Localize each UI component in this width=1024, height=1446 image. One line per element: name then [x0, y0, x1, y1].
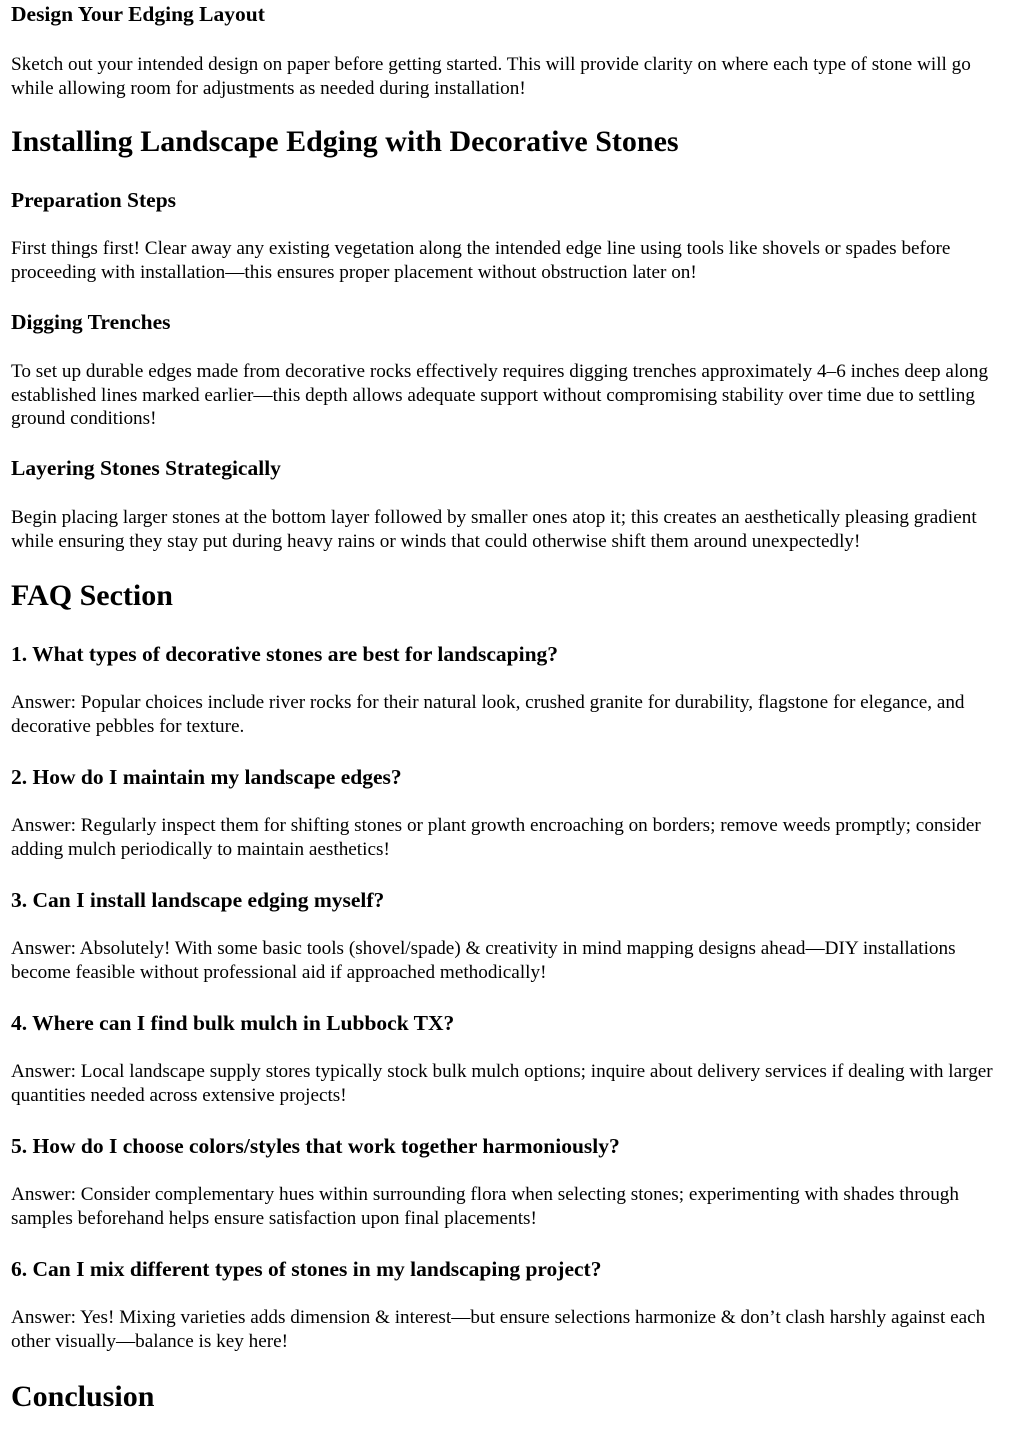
- faq-question-4: 4. Where can I find bulk mulch in Lubbock TX?: [11, 1011, 455, 1035]
- faq-answer-4: Answer: Local landscape supply stores typically stock bulk mulch options; inquire about delivery services if dealing with larger quantities needed across extensive projects!: [11, 1061, 993, 1106]
- installing-heading: Installing Landscape Edging with Decorative Stones: [11, 125, 679, 158]
- faq-question-6: 6. Can I mix different types of stones in my landscaping project?: [11, 1257, 602, 1281]
- faq-heading: FAQ Section: [11, 579, 173, 612]
- layering-paragraph: Begin placing larger stones at the bottom layer followed by smaller ones atop it; this creates an aesthetically pleasing gradient while ensuring they stay put during heavy rains or winds that could otherwise shift them around unexpectedly!: [11, 507, 977, 552]
- design-heading: Design Your Edging Layout: [11, 2, 265, 26]
- digging-heading: Digging Trenches: [11, 310, 171, 334]
- preparation-heading: Preparation Steps: [11, 188, 177, 212]
- faq-question-3: 3. Can I install landscape edging myself?: [11, 888, 385, 912]
- faq-answer-5: Answer: Consider complementary hues within surrounding flora when selecting stones; experimenting with shades through samples beforehand helps ensure satisfaction upon final placements!: [11, 1184, 959, 1229]
- faq-question-1: 1. What types of decorative stones are best for landscaping?: [11, 642, 559, 666]
- digging-paragraph: To set up durable edges made from decorative rocks effectively requires digging trenches approximately 4–6 inches deep along established lines marked earlier—this depth allows adequate support without compromising stability over time due to settling ground conditions!: [11, 361, 989, 429]
- faq-question-2: 2. How do I maintain my landscape edges?: [11, 765, 402, 789]
- faq-answer-6: Answer: Yes! Mixing varieties adds dimension & interest—but ensure selections harmonize & don’t clash harshly against each other visually—balance is key here!: [11, 1307, 986, 1352]
- preparation-paragraph: First things first! Clear away any existing vegetation along the intended edge line using tools like shovels or spades before proceeding with installation—this ensures proper placement without obstruction later on!: [11, 238, 951, 283]
- faq-answer-3: Answer: Absolutely! With some basic tools (shovel/spade) & creativity in mind mapping designs ahead—DIY installations become feasible without professional aid if approached methodically!: [11, 938, 956, 983]
- faq-answer-2: Answer: Regularly inspect them for shifting stones or plant growth encroaching on borders; remove weeds promptly; consider adding mulch periodically to maintain aesthetics!: [11, 815, 981, 860]
- layering-heading: Layering Stones Strategically: [11, 456, 281, 480]
- faq-answer-1: Answer: Popular choices include river rocks for their natural look, crushed granite for durability, flagstone for elegance, and decorative pebbles for texture.: [11, 692, 965, 737]
- faq-question-5: 5. How do I choose colors/styles that work together harmoniously?: [11, 1134, 620, 1158]
- design-paragraph: Sketch out your intended design on paper before getting started. This will provide clarity on where each type of stone will go while allowing room for adjustments as needed during installation!: [11, 54, 971, 99]
- conclusion-heading: Conclusion: [11, 1380, 155, 1413]
